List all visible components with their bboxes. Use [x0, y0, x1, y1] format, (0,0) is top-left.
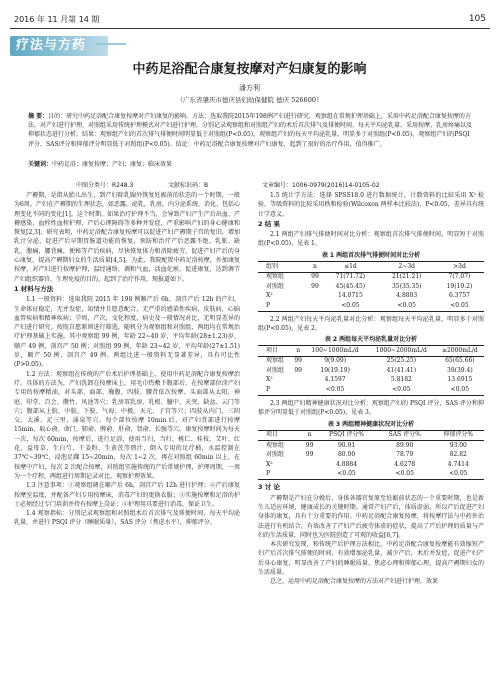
table-row	[258, 366, 484, 376]
author: 潘方利	[239, 84, 260, 92]
table-cell: 13.6915	[447, 376, 473, 384]
section-tag-bar	[96, 43, 126, 45]
table-cell: 80.00	[337, 451, 356, 459]
discussion-paragraph-3: 总之，运用中药足浴配合康复按摩的方法对产妇进行护理，效果	[270, 578, 439, 586]
table-cell: 5.8182	[390, 376, 412, 384]
keywords-text: 中药足浴；康复按摩；产妇；康复；临床效果	[52, 161, 173, 168]
table-cell: 14.0715	[338, 292, 363, 300]
table-cell: <0.05	[379, 301, 435, 311]
table-header-cell: 2~3d	[379, 262, 435, 273]
statistics-method: 1.5 统计学方法：选择 SPSS18.0 进行数据统计，计数资料的比较采用 X² 检验，等级资料的比较采用秩和检验(Wilcoxon 两样本比较法)，P<0.05，差异具有统计学意义。	[258, 192, 484, 218]
table-cell: 4.7414	[447, 460, 469, 468]
abstract	[28, 112, 472, 149]
table-cell: 对照组	[266, 451, 285, 459]
table-cell: 99	[305, 441, 314, 449]
table-cell: 45(45.45)	[335, 282, 366, 290]
keywords	[28, 160, 472, 169]
table-1-caption: 表 1 两组首次排气排便时间对比分析	[321, 251, 421, 259]
page-number: 105	[468, 14, 486, 24]
table-cell: <0.05	[367, 385, 436, 395]
table-cell: 82.82	[449, 451, 467, 459]
table-cell: 99	[311, 282, 319, 290]
table-cell: 19(19.2)	[446, 282, 473, 290]
table-cell: 19(19.19)	[320, 366, 350, 374]
keywords-label: 关键词：	[28, 161, 53, 168]
table-cell	[308, 301, 323, 311]
table-cell: 4.8803	[396, 292, 418, 300]
table-cell: 93.00	[449, 441, 467, 449]
table-cell: 99	[305, 451, 314, 459]
result-2-1: 2.1 两组产妇排气排便时间对比分析：观察组首次排气排便时间，明显短于对照组(P<0.05)，见表 1。	[258, 231, 484, 248]
result-2-2: 2.2 两组产妇每天平均泌乳量对比分析：观察组每天平均泌乳量，明显多于对照组(P<0.05)，见表 2。	[258, 315, 484, 332]
table-3	[258, 430, 484, 481]
table-row	[258, 470, 484, 480]
table-cell: 观察组	[266, 357, 285, 365]
classification-code: 中图分类号：R248.3	[76, 182, 134, 189]
running-header	[10, 14, 490, 26]
affiliation: （广东省肇庆市德庆县妇幼保健院 德庆 526600）	[176, 96, 323, 104]
table-row	[258, 385, 484, 395]
right-column	[258, 191, 484, 587]
table-cell: 4.6278	[394, 460, 416, 468]
table-header-row	[258, 430, 484, 441]
table-cell: <0.05	[433, 470, 484, 480]
table-header-cell: n	[293, 346, 303, 357]
heading-methods: 1 材料与方法	[14, 284, 54, 293]
table-cell	[303, 460, 316, 470]
table-cell: 观察组	[266, 273, 285, 281]
table-cell: X²	[266, 292, 273, 300]
table-cell: P	[258, 470, 303, 480]
table-header-cell: ≤1d	[322, 262, 378, 273]
table-row	[258, 451, 484, 461]
table-header-cell: n	[308, 262, 323, 273]
table-cell: <0.05	[436, 385, 484, 395]
table-header-cell: SAS 评分%	[377, 430, 433, 441]
article-title: 中药足浴配合康复按摩对产妇康复的影响	[132, 62, 367, 77]
table-cell: 9(9.09)	[324, 357, 347, 365]
article-number: 文章编号：1006-0979(2016)14-0105-02	[262, 182, 380, 189]
table-row	[258, 301, 484, 311]
observation-indicators: 1.4 观察指标：分别记录观察组和对照组术后首次排气及排便时间、每天平均泌乳量，并进行 PSQI 评分（睡眠质量），SAS 评分（焦虑水平），抑郁评分。	[14, 510, 240, 527]
table-header-cell: ≥2000mL/d	[436, 346, 484, 357]
table-row	[258, 356, 484, 366]
table-cell: 6.3757	[448, 292, 470, 300]
table-cell: 对照组	[266, 366, 285, 374]
precautions: 1.3 注意事项：①观察组调在顺产后 6h，剖宫产后 12h 进行护理；②产后康复按摩室温度，并配备产妇专用按摩床，消毒产妇的更换衣服；③实施按摩和足浴的护士必须经过专门培训并持有按摩上岗证；④护理用具要进行消毒，保证卫生。	[14, 482, 240, 508]
abstract-text: 目的：研究中药足浴配合康复按摩对产妇康复的影响。方法：选取我院2015年198例产妇进行研究，观察组在常规护理基础上，采用中药足浴配合康复按摩的方法，对产妇进行护理，对照组采用传统护理模式对产妇进行护理，分别记录观察组和对照组产妇的术后首次排气及排便时间、每天平均泌乳量、采用按摩、乳房疼痛以及抑郁状态进行分析。结果：观察组产妇的首次排气排便时间明显低于对照组(P<0.05)，观察组产妇的每天平均泌乳量，明显多于对照组(P<0.05)，观察组产妇的PSQI评分、SAS评分和抑郁评分明显低于对照组(P<0.05)。结论：中药足浴配合康复按摩对产妇康复，起到了很好的治疗作用，值得推广。	[28, 113, 473, 148]
table-cell: 90.91	[337, 441, 356, 449]
abstract-label: 摘 要：	[28, 113, 49, 120]
table-cell: 4.1597	[324, 376, 346, 384]
table-cell: 89.90	[396, 441, 414, 449]
table-header-cell: >3d	[435, 262, 484, 273]
table-cell: 4.8884	[336, 460, 358, 468]
document-code: 文献标识码：B	[168, 182, 209, 189]
table-3-caption: 表 3 两组精神健康状况对比分析	[327, 420, 415, 428]
table-cell: 对照组	[266, 282, 285, 290]
table-cell: <0.05	[303, 385, 367, 395]
intro-paragraph: 产褥期，是指从胎儿出生，到产妇除乳腺外恢复妊娠前的状态的一个时期，一般为6周。产妇在产褥期的生理状态，如恶露，泌乳，乳房，内分泌系统，消化、包括心理变化不同的变化[1]。这个时期，如果治疗护理不当，会导致产妇产生产后出血、产褥感染、血栓性血栓护理、产后心理障碍等多种并发症，严重影响产妇的身心健康和恢复[2,3]。研究表明，中药足浴配合康复按摩可以促进产妇产褥期子宫的复旧，增加乳汁分泌，促进产后早期胃肠道功能的恢复，预防和治疗产后恶露不绝、乳胀、缺乳，腹痛，腰背痛，便秘等产后疾病，尽快恢复体力和消除疲劳，促进产妇产后的身心康复，提高产褥期妇女的生活质量[4,5]。为此，我院配置中药足浴按摩，外加康复按摩，对产妇进行按摩护理，温经通络，调和气血，活血化瘀，促进康复，达到调节产妇组织器官，生理免疫的目的，起到了治疗作用，现报道如下。	[14, 192, 240, 283]
table-cell: 25(25.25)	[386, 357, 417, 365]
table-row	[258, 272, 484, 282]
table-header-cell: 1000~2000mL/d	[367, 346, 436, 357]
table-row	[258, 292, 484, 302]
table-cell: <0.05	[435, 301, 484, 311]
table-cell: 99	[294, 366, 302, 374]
table-cell: P	[258, 385, 293, 395]
table-cell: X²	[266, 460, 273, 468]
table-cell: P	[258, 301, 308, 311]
table-cell: 99	[294, 357, 302, 365]
table-cell: 41(41.41)	[386, 366, 417, 374]
table-2	[258, 345, 484, 396]
table-header-row	[258, 262, 484, 273]
table-header-row	[258, 346, 484, 357]
table-header-cell: 抑郁评分%	[433, 430, 484, 441]
table-cell: 21(21.21)	[391, 273, 422, 281]
discussion-paragraph-1: 产褥期是产妇在分娩后，身体各器官复原至妊娠前状态的一个重要时期，也是新生儿适应环境，健康成长的关键时期。通常产妇产后，体质虚弱，所以产后促进产妇身体的康复，具有十分重要的作用。中药足浴配合康复按摩，将按摩疗法与中药外治法进行有机结合，有效改善了产妇产后疲劳体虚的症状，提高了产后护理的质量与产妇的生活质量，同时也为医院创造了可观的收益[6,7]。	[258, 494, 484, 539]
table-cell: 65(65.66)	[445, 357, 475, 365]
table-cell	[293, 385, 303, 395]
table-cell: 35(35.35)	[391, 282, 422, 290]
table-cell: <0.05	[322, 301, 378, 311]
table-cell: 观察组	[266, 441, 285, 449]
journal-issue: 2016 年 11 月第 14 期	[14, 15, 100, 24]
heading-discussion: 3 讨 论	[258, 483, 281, 492]
discussion-paragraph-2: 本次研究发现，和传统产后护理方法相比，中药足浴配合康复按摩能有效缩短产妇产后首次排气排便的时间，有效增加泌乳量，减少产后，术后并发症，促进产妇产后身心康复，明显改善了产妇的睡眠质量、焦虑心理和抑郁心理，提高产褥期妇女的生活质量。	[258, 541, 484, 577]
table-cell: 99	[311, 273, 319, 281]
table-cell: 7(7.07)	[448, 273, 471, 281]
table-row	[258, 460, 484, 470]
section-tag-label: 疗法与方药	[16, 38, 87, 53]
header-rule	[10, 28, 490, 29]
table-row	[258, 282, 484, 292]
section-tag	[10, 36, 108, 56]
table-1	[258, 261, 484, 312]
table-header-cell: 组别	[258, 262, 308, 273]
table-cell: 71(71.72)	[335, 273, 366, 281]
general-info: 1.1 一般资料：选取我院 2015 年 198 例顺产后 6h，剖宫产后 12h 的产妇，生命体征稳定，无并发症，知情并且愿意配合，无严重的感染性疾病，皮肤病，心脑血管疾病和精神疾病；孕周，产次，文化程度，病史及一般情况对比，无明显差异的产妇进行研究。按照自愿原则进行筛选，随机分为观察组和对照组，两组均在常规治疗护理基础上实施。其中观察组 99 例，年龄 22~40 岁，平均年龄(28±1.23)岁，顺产 49 例，剖宫产 50 例；对照组 99 例，年龄 23~42 岁，平均年龄(27±1.51)岁，顺产 50 例，剖宫产 49 例。两组比进一般资料无显著差异，具有可比性(P>0.05)。	[14, 296, 240, 369]
result-2-3: 2.3 两组产妇精神健康状况对比分析：观察组产妇的 PSQI 评分，SAS 评分和抑郁评分明显低于对照组(P<0.05)，见表 3。	[258, 399, 484, 417]
table-cell	[303, 470, 316, 480]
table-row	[258, 441, 484, 451]
table-2-caption: 表 2 两组每天平均泌乳量对比分析	[324, 336, 418, 344]
table-row	[258, 376, 484, 386]
method-description: 1.2 方法：观察组在传统的产后术后护理基础上，使用中药足浴配合康复按摩治疗。具体的方法为，产妇洗卸在按摩床上，用毛巾热敷下腹部后，在按摩部位涂产妇专用的按摩精油，对头部、面部、胸腹、四肢、腰背依次按摩。头面部从太阳，神庭、印堂、百会、攒竹、风池等穴；乳房双乳房、乳根、膻中、天突、缺盆、云门等穴；腹部从上脘、中脘、下脘、气海、中极、天元、子宫等穴；四肢从内门、三阴交、太溪、足三里、涌泉等穴。每个部位按摩 10min 后，对产妇背部进行按摩 15min，取心俞、命门、肺俞、脾俞、肝俞、肾俞、长强等穴。康复按摩时间为每天一次，每次 60min，按摩后，进行足浴，使用当归、当归、桃仁、桂枝、艾叶、红花、益母草、生白芍、干姜粉，生黄芪等煎汁，倒入专用的足疗桶，水温控制在 37℃~39℃，浸泡足踝 15~20min，每次 1~2 次，再在对照组 60min 以上，在按摩中产妇，每次 2 次配合按摩，对照组实施传统的产后常规护理，护理周期，一周为一个疗程，两组进行周期记录对比，观察护理效果。	[14, 370, 240, 480]
table-cell: <0.05	[316, 470, 377, 480]
table-header-cell: 项目	[258, 346, 293, 357]
table-cell	[308, 292, 323, 302]
table-header-cell: 100~1000mL/d	[303, 346, 367, 357]
table-cell: 78.79	[396, 451, 414, 459]
table-header-cell: 项目	[258, 430, 303, 441]
table-header-cell: PSQI 评分%	[316, 430, 377, 441]
left-column	[14, 191, 240, 528]
table-header-cell: n	[303, 430, 316, 441]
table-cell: <0.05	[377, 470, 433, 480]
table-cell: X²	[266, 376, 273, 384]
heading-results: 2 结 果	[258, 219, 281, 228]
table-cell	[293, 376, 303, 386]
table-cell: 39(39.4)	[447, 366, 473, 374]
